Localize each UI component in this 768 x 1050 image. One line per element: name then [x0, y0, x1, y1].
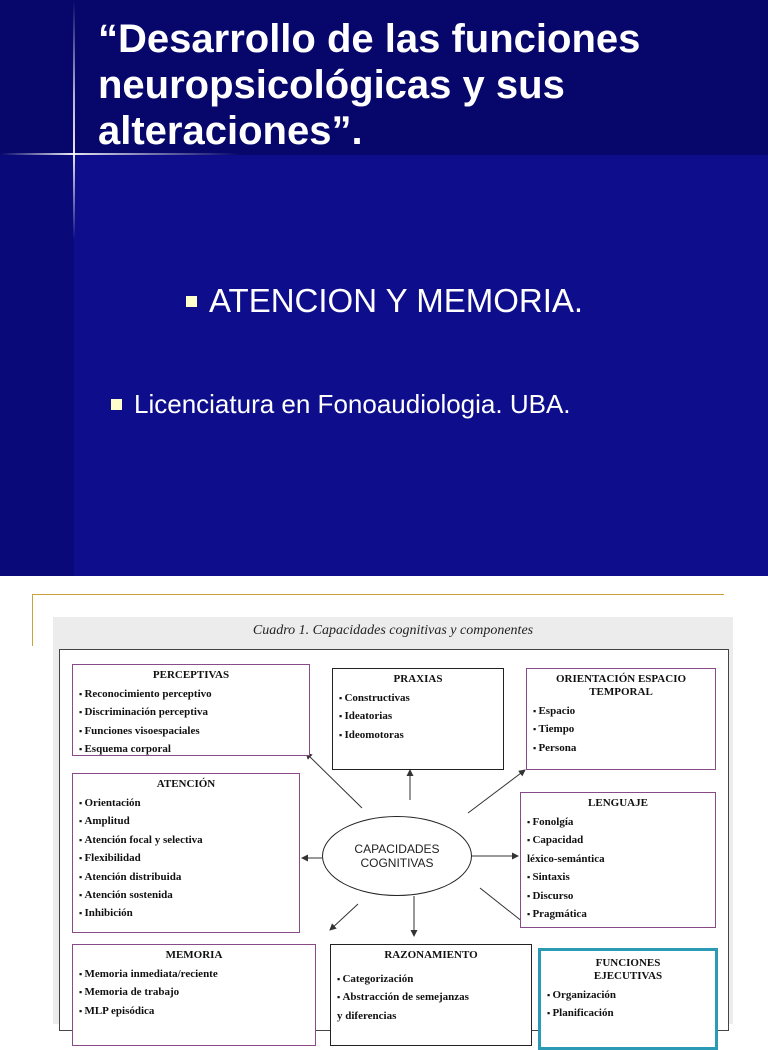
list-item: ▪ Fonolgía: [527, 813, 715, 831]
diagram-frame: [59, 649, 729, 1031]
list-item: y diferencias: [337, 1009, 397, 1022]
list-item: ▪ Organización: [547, 986, 715, 1004]
list-item: ▪ Abstracción de semejanzas: [337, 988, 531, 1006]
box-title: PERCEPTIVAS: [152, 669, 230, 681]
box-praxias: [332, 668, 504, 770]
list-item: ▪ Amplitud: [79, 812, 299, 830]
list-item: ▪ Categorización: [337, 970, 531, 988]
list-item: ▪ Funciones visoespaciales: [79, 722, 309, 740]
list-item: ▪ Reconocimiento perceptivo: [79, 685, 309, 703]
list-item: ▪ Discriminación perceptiva: [79, 703, 309, 721]
box-title: MEMORIA: [165, 949, 223, 961]
gold-rule-tick: [32, 594, 33, 646]
list-item: ▪ Flexibilidad: [79, 849, 299, 867]
arrow-to-memoria: [330, 904, 358, 930]
box-atencion: [72, 773, 300, 933]
list-item: ▪ Memoria inmediata/reciente: [79, 965, 315, 983]
list-item: ▪ Inhibición: [79, 904, 299, 922]
list-item: ▪ Ideomotoras: [339, 726, 503, 744]
list-item: ▪ Orientación: [79, 794, 299, 812]
left-band: [0, 155, 74, 576]
box-title: ORIENTACIÓN ESPACIO TEMPORAL: [555, 673, 687, 698]
light-flare-vertical: [73, 0, 75, 240]
list-item: ▪ Tiempo: [533, 720, 715, 738]
list-item: ▪ Atención focal y selectiva: [79, 831, 299, 849]
list-item: ▪ Persona: [533, 739, 715, 757]
box-memoria: [72, 944, 316, 1046]
diagram-figure: [53, 617, 733, 1024]
list-item: ▪ Discurso: [527, 887, 715, 905]
list-item: ▪ Memoria de trabajo: [79, 983, 315, 1001]
list-item: ▪ Pragmática: [527, 905, 715, 923]
bullet-topic: [186, 282, 583, 320]
list-item: ▪ Sintaxis: [527, 868, 715, 886]
gold-rule: [32, 594, 724, 595]
bullet-course-text: Licenciatura en Fonoaudiologia. UBA.: [134, 389, 571, 419]
list-item: ▪ Atención sostenida: [79, 886, 299, 904]
box-razonamiento: [330, 944, 532, 1046]
list-item: ▪ Constructivas: [339, 689, 503, 707]
box-title: RAZONAMIENTO: [384, 949, 478, 961]
box-funciones-ejecutivas: [538, 948, 718, 1050]
list-item: ▪ Espacio: [533, 702, 715, 720]
list-item: ▪ Atención distribuida: [79, 868, 299, 886]
list-item: ▪ Planificación: [547, 1004, 715, 1022]
list-item: ▪ MLP episódica: [79, 1002, 315, 1020]
box-title: ATENCIÓN: [156, 778, 216, 790]
arrow-to-orientacion: [468, 770, 525, 813]
box-title: PRAXIAS: [393, 673, 443, 685]
bullet-topic-text: ATENCION Y MEMORIA.: [209, 282, 584, 319]
bullet-square-icon: [111, 399, 122, 410]
list-item: ▪ Esquema corporal: [79, 740, 309, 758]
center-label: CAPACIDADES COGNITIVAS: [354, 842, 440, 870]
box-orientacion: [526, 668, 716, 770]
box-perceptivas: [72, 664, 310, 756]
list-item: ▪ Capacidad: [527, 831, 715, 849]
figure-caption: Cuadro 1. Capacidades cognitivas y componentes: [252, 623, 534, 638]
box-lenguaje: [520, 792, 716, 928]
list-item: léxico-semántica: [527, 852, 605, 865]
bullet-course: [111, 389, 571, 420]
box-title: LENGUAJE: [588, 797, 648, 809]
list-item: ▪ Ideatorias: [339, 707, 503, 725]
bullet-square-icon: [186, 296, 197, 307]
slide-title: “Desarrollo de las funciones neuropsicológicas y sus alteraciones”.: [98, 17, 641, 153]
center-ellipse: [322, 816, 472, 896]
box-title: FUNCIONES EJECUTIVAS: [593, 957, 663, 982]
